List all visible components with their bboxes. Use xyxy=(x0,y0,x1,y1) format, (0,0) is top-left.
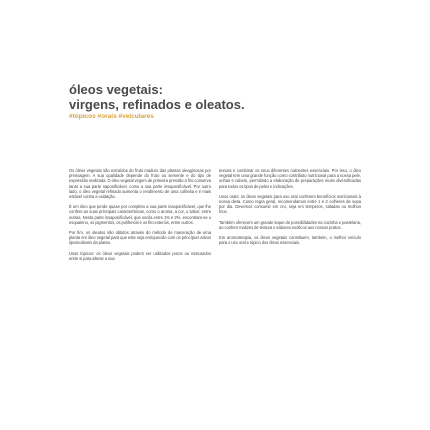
paragraph-cozinha: Também oferecem um grande leque de possibilidades na cozinha e pastelaria, ao conferir matizes de textura e sabores exóticos aos nossos pratos. xyxy=(219,219,361,230)
paragraph-oleatos: Por fim, os oleatos são obtidos através do método de maceração de uma planta em óleo vegetal para que este seja enriquecido com os princípios ativos lipossolúveis da planta. xyxy=(69,230,211,246)
paragraph-usos-orais: Usos orais: os óleos vegetais para uso oral conferem benefícios nutricionais à nossa dieta. Como regra geral, recomendamos entre 1 e 2 colheres de sopa por dia. Devemos consumir em cru, seja em temperos, saladas ou molhos frios. xyxy=(219,193,361,215)
article-title xyxy=(69,82,369,112)
paragraph-extraction: Os óleos vegetais são extraídos do fruto maduro das plantas oleaginosas por prensagem. A sua qualidade depende do fruto ou semente e do tipo de expressão realizada. O óleo vegetal virgem de primeira pressão a frio conserva tanto a sua parte saponificável, como a sua parte insaponificável. Por outro lado, o óleo vegetal refinado aumenta o rendimento de uma colheita e é mais estável contra a oxidação. xyxy=(69,168,211,200)
paragraph-aromaterapia: Em aromaterapia, os óleos vegetais constituem, também, o melhor veículo para o uso oral e tópico dos óleos essenciais. xyxy=(219,235,361,246)
title-line-1: óleos vegetais: xyxy=(69,82,163,97)
paragraph-usos-topicos: Usos tópicos: os óleos vegetais podem ser utilizados puros ou misturados entre si para alterar a sua xyxy=(69,250,211,261)
article-header xyxy=(69,82,369,120)
paragraph-textura: textura e combinar os seus diferentes nutrientes essenciais. Por isso, o óleo vegetal tem uma grande função como contributo nutricional para a nossa pele, unhas e cabelo, permitindo a elaboração de preparações muito diversificadas para todos os tipos de peles e indicações. xyxy=(219,168,361,189)
hashtag-tags: #tópicos #orais #veiculares xyxy=(69,113,154,120)
left-text-column xyxy=(69,168,211,266)
paragraph-insaponifiable: É um óleo que perde quase por completo a sua parte insaponificável, que lhe confere as suas principais características, como o aroma, a cor, o sabor, entre outras. Nesta parte insaponificável, que oscila entre 1% e 2%, encontram-se o esqualeno, os pigmentos, os polifenóis e os fito esteróis, entre outros. xyxy=(69,204,211,225)
title-line-2: virgens, refinados e oleatos. xyxy=(69,97,245,112)
right-text-column xyxy=(219,168,361,250)
